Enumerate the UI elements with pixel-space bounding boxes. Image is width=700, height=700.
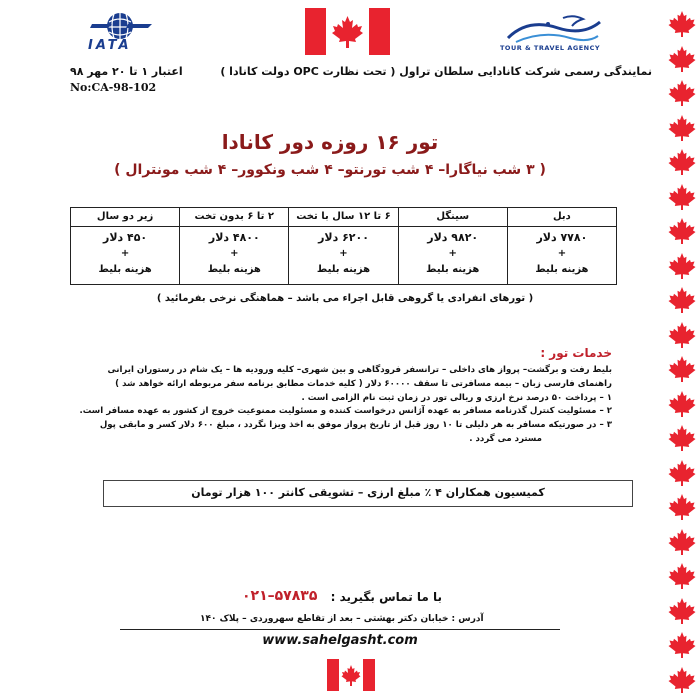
commission-box: کمیسیون همکاران ۴ ٪ مبلغ ارزی – تشویقی کانتر ۱۰۰ هزار تومان xyxy=(103,480,633,507)
price-column xyxy=(398,208,507,284)
price-column-head: دبل xyxy=(508,208,616,227)
services-list xyxy=(72,364,612,447)
services-line: راهنمای فارسی زبان – بیمه مسافرتی تا سقف ۶۰۰۰۰ دلار ( کلیه خدمات مطابق برنامه سفر مربوطه ارائه خواهد شد ) xyxy=(115,378,612,389)
maple-leaf-icon xyxy=(668,493,696,521)
price-value: ۹۸۲۰ دلار xyxy=(427,231,479,244)
price-value: ۷۷۸۰ دلار xyxy=(536,231,588,244)
plus-sign: + xyxy=(557,248,567,259)
price-value: ۴۸۰۰ دلار xyxy=(208,231,260,244)
price-value: ۶۲۰۰ دلار xyxy=(318,231,369,244)
services-line: مسترد می گردد . xyxy=(469,433,542,444)
price-column-head: زیر دو سال xyxy=(71,208,179,227)
ticket-cost-label: هزینه بلیط xyxy=(98,264,152,275)
ticket-cost-label: هزینه بلیط xyxy=(316,264,371,275)
price-column xyxy=(507,208,616,284)
maple-leaf-icon xyxy=(668,10,696,38)
maple-leaf-icon xyxy=(668,562,696,590)
price-column-body xyxy=(289,227,397,284)
maple-leaf-icon xyxy=(668,597,696,625)
canada-flag-icon xyxy=(305,8,390,55)
maple-leaf-icon xyxy=(668,217,696,245)
ticket-cost-label: هزینه بلیط xyxy=(426,264,480,275)
maple-leaf-icon xyxy=(668,114,696,142)
sahel-gasht-subtitle: TOUR & TRAVEL AGENCY xyxy=(500,44,601,52)
services-line: ۱ – پرداخت ۵۰ درصد نرخ ارزی و ریالی تور در زمان ثبت نام الزامی است . xyxy=(301,392,612,403)
plus-sign: + xyxy=(339,248,348,259)
price-column xyxy=(179,208,288,284)
services-line: ۲ – مسئولیت کنترل گذرنامه مسافر به عهده آژانس درخواست کننده و مسئولیت ممنوعیت خروج از کشور به عهده مسافر است. xyxy=(79,406,612,417)
price-value: ۴۵۰ دلار xyxy=(103,231,148,244)
price-column-body xyxy=(71,227,179,284)
price-column-head: ۲ تا ۶ بدون تخت xyxy=(180,208,288,227)
address-text: آدرس : خیابان دکتر بهشتی – بعد از تقاطع سهروردی – پلاک ۱۴۰ xyxy=(200,614,484,624)
services-title: خدمات تور : xyxy=(540,346,612,360)
tour-subtitle: ( ۳ شب نیاگارا– ۴ شب تورنتو– ۴ شب ونکوور– ۴ شب مونترال ) xyxy=(114,162,546,178)
services-line: بلیط رفت و برگشت– پرواز های داخلی – ترانسفر فرودگاهی و بین شهری– کلیه ورودیه ها – یک شام در رستوران ایرانی xyxy=(107,365,612,375)
maple-leaf-icon xyxy=(668,45,696,73)
price-column-head: سینگل xyxy=(399,208,507,227)
website-link[interactable]: www.sahelgasht.com xyxy=(262,633,418,648)
price-column-body xyxy=(180,227,288,284)
maple-leaf-icon xyxy=(668,148,696,176)
maple-leaf-border xyxy=(662,0,700,700)
sahel-gasht-logo-icon xyxy=(488,10,618,60)
tour-title: تور ۱۶ روزه دور کانادا xyxy=(221,130,439,154)
maple-leaf-icon xyxy=(668,424,696,452)
maple-leaf-icon xyxy=(668,183,696,211)
maple-leaf-icon xyxy=(668,459,696,487)
maple-leaf-icon xyxy=(668,666,696,694)
ticket-cost-label: هزینه بلیط xyxy=(207,264,261,275)
iata-wordmark: IATA xyxy=(88,38,132,53)
contact-label: با ما تماس بگیرید : xyxy=(330,590,442,604)
maple-leaf-icon xyxy=(668,321,696,349)
plus-sign: + xyxy=(120,248,130,259)
price-column xyxy=(71,208,179,284)
price-table xyxy=(70,207,617,285)
maple-leaf-icon xyxy=(668,528,696,556)
price-column-body xyxy=(399,227,507,284)
tour-code: No:CA-98-102 xyxy=(70,81,157,94)
divider xyxy=(120,629,560,630)
plus-sign: + xyxy=(230,248,239,259)
plus-sign: + xyxy=(448,248,457,259)
services-line: ۳ – در صورتیکه مسافر به هر دلیلی تا ۱۰ روز قبل از تاریخ پرواز موفق به اخذ ویزا نگردد ، مبلغ ۶۰۰ دلار کسر و مابقی پول xyxy=(99,420,612,431)
maple-leaf-icon xyxy=(668,355,696,383)
agency-line: نمایندگی رسمی شرکت کانادایی سلطان تراول ( تحت نظارت OPC دولت کانادا ) xyxy=(220,65,652,78)
group-note: ( تورهای انفرادی یا گروهی قابل اجراء می باشد – هماهنگی نرخی بفرمائید ) xyxy=(156,293,534,304)
price-column-head: ۶ تا ۱۲ سال با تخت xyxy=(289,208,397,227)
canada-flag-icon xyxy=(327,659,375,691)
phone-number[interactable]: ۰۲۱–۵۷۸۳۵ xyxy=(242,588,318,604)
ticket-cost-label: هزینه بلیط xyxy=(535,264,589,275)
validity-text: اعتبار ۱ تا ۲۰ مهر ۹۸ xyxy=(70,65,183,78)
price-column-body xyxy=(508,227,616,284)
price-column xyxy=(288,208,397,284)
maple-leaf-icon xyxy=(668,79,696,107)
maple-leaf-icon xyxy=(668,390,696,418)
maple-leaf-icon xyxy=(668,252,696,280)
